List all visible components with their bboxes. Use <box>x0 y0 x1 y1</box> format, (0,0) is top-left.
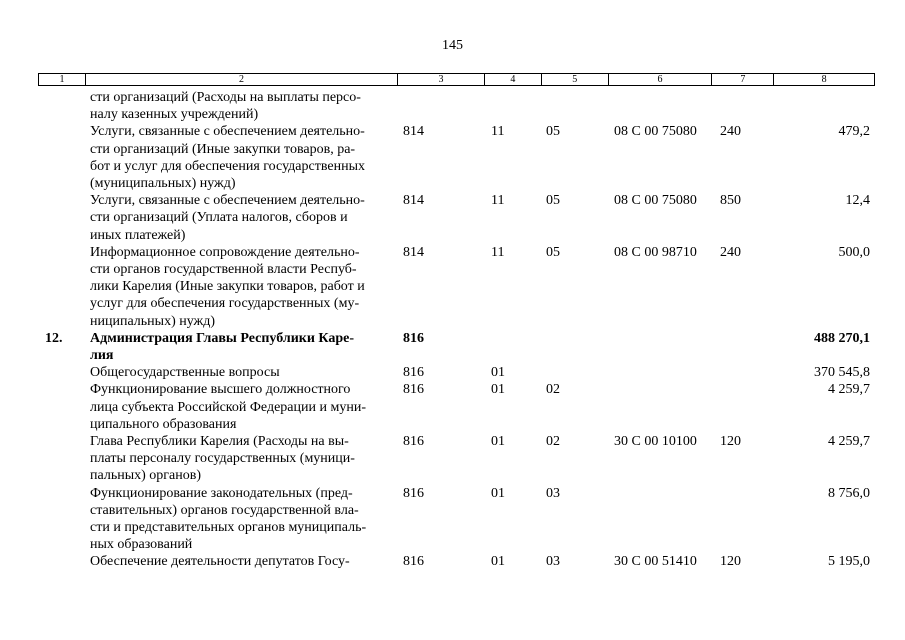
row-name-line: налу казенных учреждений) <box>90 107 259 123</box>
row-name <box>90 192 390 244</box>
row-name-line: сти и представительных органов муниципаль- <box>90 520 367 536</box>
code-section: 01 <box>491 554 505 570</box>
row-name-line: Функционирование высшего должностного <box>90 382 351 398</box>
row-name-line: сти организаций (Уплата налогов, сборов и <box>90 210 348 226</box>
row-name <box>90 89 390 123</box>
code-expense-type: 240 <box>720 244 741 260</box>
code-expense-type: 120 <box>720 434 741 450</box>
row-name-line: ниципальных) нужд) <box>90 313 215 329</box>
code-ministry: 816 <box>403 365 424 381</box>
code-subsection: 05 <box>546 244 560 260</box>
row-name-line: услуг для обеспечения государственных (му- <box>90 296 360 312</box>
code-target-article: 08 С 00 75080 <box>614 124 697 140</box>
table-row <box>0 433 905 485</box>
column-header-2: 2 <box>86 74 398 85</box>
row-name <box>90 381 390 433</box>
row-name-line: сти организаций (Расходы на выплаты персо- <box>90 90 361 105</box>
code-target-article: 30 С 00 51410 <box>614 554 697 570</box>
code-ministry: 814 <box>403 193 424 209</box>
row-amount: 370 545,8 <box>814 365 870 381</box>
code-ministry: 816 <box>403 382 424 398</box>
code-subsection: 05 <box>546 124 560 140</box>
table-row <box>0 192 905 244</box>
code-ministry: 816 <box>403 554 424 570</box>
code-subsection: 05 <box>546 193 560 209</box>
row-name <box>90 433 390 485</box>
row-name-line: Функционирование законодательных (пред- <box>90 485 353 501</box>
row-name <box>90 244 390 330</box>
column-header-8: 8 <box>821 74 827 85</box>
code-expense-type: 120 <box>720 554 741 570</box>
row-name-line: Услуги, связанные с обеспечением деятельно- <box>90 124 365 140</box>
code-section: 11 <box>491 193 505 209</box>
column-header-6: 6 <box>609 74 713 85</box>
code-section: 01 <box>491 382 505 398</box>
row-name-line: Обеспечение деятельности депутатов Госу- <box>90 554 350 570</box>
row-name-line: платы персоналу государственных (муници- <box>90 451 355 467</box>
page-number: 145 <box>442 38 463 53</box>
row-name <box>90 123 390 192</box>
code-subsection: 02 <box>546 434 560 450</box>
table-header <box>38 73 875 86</box>
table-row <box>0 553 905 570</box>
row-name <box>90 485 390 554</box>
row-name-line: ных образований <box>90 537 193 553</box>
row-name <box>90 364 390 381</box>
row-name-line: лики Карелия (Иные закупки товаров, работ и <box>90 279 365 295</box>
code-section: 11 <box>491 244 505 260</box>
table-row <box>0 244 905 330</box>
row-amount: 5 195,0 <box>828 554 870 570</box>
row-amount: 12,4 <box>845 193 870 209</box>
table-row <box>0 485 905 554</box>
row-name-line: Администрация Главы Республики Каре- <box>90 330 355 346</box>
code-ministry: 816 <box>403 330 424 346</box>
code-section: 01 <box>491 485 505 501</box>
row-amount: 500,0 <box>838 244 870 260</box>
code-section: 11 <box>491 124 505 140</box>
row-name-line: ципального образования <box>90 416 237 432</box>
row-name-line: ставительных) органов государственной вла- <box>90 502 359 518</box>
code-section: 01 <box>491 365 505 381</box>
row-name-line: сти органов государственной власти Респуб- <box>90 262 357 278</box>
row-name-line: Информационное сопровождение деятельно- <box>90 244 360 260</box>
code-subsection: 03 <box>546 485 560 501</box>
code-target-article: 30 С 00 10100 <box>614 434 697 450</box>
table-row <box>0 123 905 192</box>
row-name-line: лия <box>90 348 114 364</box>
column-header-7: 7 <box>712 74 774 85</box>
table-row <box>0 381 905 433</box>
row-name <box>90 553 390 570</box>
row-name-line: Глава Республики Карелия (Расходы на вы- <box>90 434 349 450</box>
column-header-4: 4 <box>485 74 542 85</box>
code-ministry: 816 <box>403 434 424 450</box>
code-target-article: 08 С 00 75080 <box>614 193 697 209</box>
row-name-line: лица субъекта Российской Федерации и муни- <box>90 399 366 415</box>
code-subsection: 03 <box>546 554 560 570</box>
code-section: 01 <box>491 434 505 450</box>
row-amount: 4 259,7 <box>828 434 870 450</box>
table-row <box>0 364 905 381</box>
row-amount: 488 270,1 <box>814 330 870 346</box>
code-subsection: 02 <box>546 382 560 398</box>
table-body <box>0 89 905 571</box>
row-name-line: сти организаций (Иные закупки товаров, ра- <box>90 141 356 157</box>
code-expense-type: 240 <box>720 124 741 140</box>
column-header-1: 1 <box>39 74 86 85</box>
table-row <box>0 89 905 123</box>
table-row <box>0 330 905 364</box>
row-name-line: Общегосударственные вопросы <box>90 365 280 381</box>
code-ministry: 814 <box>403 124 424 140</box>
column-header-3: 3 <box>398 74 485 85</box>
row-name-line: иных платежей) <box>90 227 186 243</box>
code-expense-type: 850 <box>720 193 741 209</box>
row-name-line: (муниципальных) нужд) <box>90 176 236 192</box>
column-header-5: 5 <box>542 74 609 85</box>
row-name-line: пальных) органов) <box>90 468 201 484</box>
row-number: 12. <box>45 330 63 346</box>
code-target-article: 08 С 00 98710 <box>614 244 697 260</box>
code-ministry: 816 <box>403 485 424 501</box>
row-amount: 479,2 <box>838 124 870 140</box>
code-ministry: 814 <box>403 244 424 260</box>
row-amount: 8 756,0 <box>828 485 870 501</box>
row-name-line: бот и услуг для обеспечения государственных <box>90 158 365 174</box>
row-amount: 4 259,7 <box>828 382 870 398</box>
row-name <box>90 330 390 364</box>
row-name-line: Услуги, связанные с обеспечением деятельно- <box>90 193 365 209</box>
